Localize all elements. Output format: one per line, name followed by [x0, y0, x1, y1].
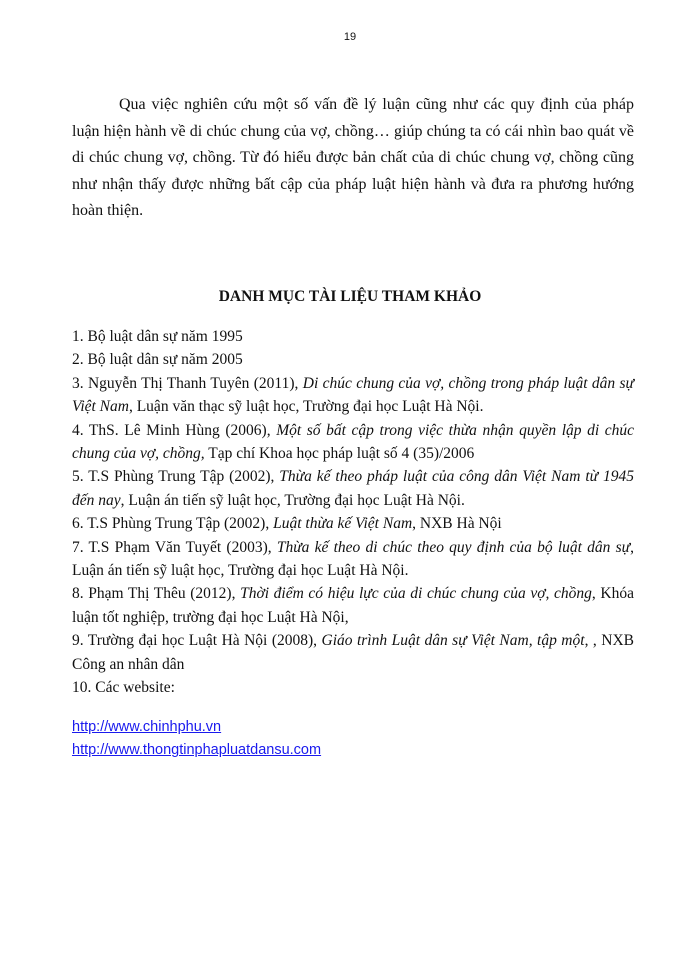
reference-title: Thời điểm có hiệu lực của di chúc chung của vợ, chồng	[240, 585, 592, 603]
reference-author: 9. Trường đại học Luật Hà Nội (2008),	[72, 632, 322, 650]
reference-title: Luật thừa kế Việt Nam	[273, 515, 413, 533]
reference-item-7	[72, 536, 634, 583]
reference-item-5	[72, 465, 634, 512]
reference-item-3	[72, 372, 634, 419]
reference-publisher: Tạp chí Khoa học pháp luật số 4 (35)/2006	[204, 445, 475, 463]
reference-publisher: , Luận án tiến sỹ luật học, Trường đại học Luật Hà Nội.	[120, 491, 465, 509]
reference-author: 3. Nguyễn Thị Thanh Tuyên (2011),	[72, 374, 303, 392]
reference-author: 8. Phạm Thị Thêu (2012),	[72, 585, 241, 603]
reference-author: 6. T.S Phùng Trung Tập (2002),	[72, 515, 274, 533]
reference-author: 7. T.S Phạm Văn Tuyết (2003),	[72, 538, 277, 556]
link-chinhphu[interactable]: http://www.chinhphu.vn	[72, 719, 222, 735]
reference-title: Thừa kế theo pháp luật của công dân Việt Nam từ 1945 đến nay	[72, 468, 634, 509]
reference-item-8	[72, 582, 634, 629]
reference-item-10	[72, 676, 634, 699]
reference-item-6	[72, 512, 634, 535]
reference-title: Giáo trình Luật dân sự Việt Nam, tập một	[321, 632, 585, 650]
reference-publisher: , Luận án tiến sỹ luật học, Trường đại học Luật Hà Nội.	[72, 538, 634, 580]
reference-item-1	[72, 325, 634, 348]
reference-author: 5. T.S Phùng Trung Tập (2002),	[72, 468, 280, 486]
references-list	[72, 325, 634, 700]
reference-item-9	[72, 629, 634, 676]
reference-item-4	[72, 419, 634, 466]
link-thongtinphapluatdansu[interactable]: http://www.thongtinphapluatdansu.com	[72, 742, 322, 759]
references-heading: DANH MỤC TÀI LIỆU THAM KHẢO	[218, 288, 482, 305]
reference-text: 10. Các website:	[72, 679, 175, 697]
reference-text: 2. Bộ luật dân sự năm 2005	[72, 351, 243, 369]
reference-text: 1. Bộ luật dân sự năm 1995	[72, 328, 243, 345]
reference-publisher: , Khóa luận tốt nghiệp, trường đại học Luật Hà Nội,	[72, 585, 634, 626]
reference-title: Thừa kế theo di chúc theo quy định của bộ luật dân sự	[276, 538, 631, 556]
reference-publisher: , , NXB Công an nhân dân	[72, 632, 634, 673]
reference-title: Di chúc chung của vợ, chồng trong pháp luật dân sự Việt Nam	[72, 374, 635, 416]
reference-item-2	[72, 348, 634, 371]
page-number: 19	[343, 31, 357, 43]
reference-author: 4. ThS. Lê Minh Hùng (2006),	[72, 421, 277, 439]
reference-publisher: , NXB Hà Nội	[412, 515, 502, 533]
website-links	[72, 716, 634, 763]
reference-title: Một số bất cập trong việc thừa nhận quyền lập di chúc chung của vợ, chồng,	[72, 421, 635, 463]
reference-publisher: , Luận văn thạc sỹ luật học, Trường đại học Luật Hà Nội.	[128, 398, 484, 416]
intro-paragraph: Qua việc nghiên cứu một số vấn đề lý luận cũng như các quy định của pháp luận hiện hành về di chúc chung của vợ, chồng… giúp chúng ta có cái nhìn bao quát về di chúc chung vợ, chồng. Từ đó hiểu được bản chất của di chúc chung vợ, chồng cũng như nhận thấy được những bất cập của pháp luật hiện hành và đưa ra phương hướng hoàn thiện.	[72, 96, 634, 219]
